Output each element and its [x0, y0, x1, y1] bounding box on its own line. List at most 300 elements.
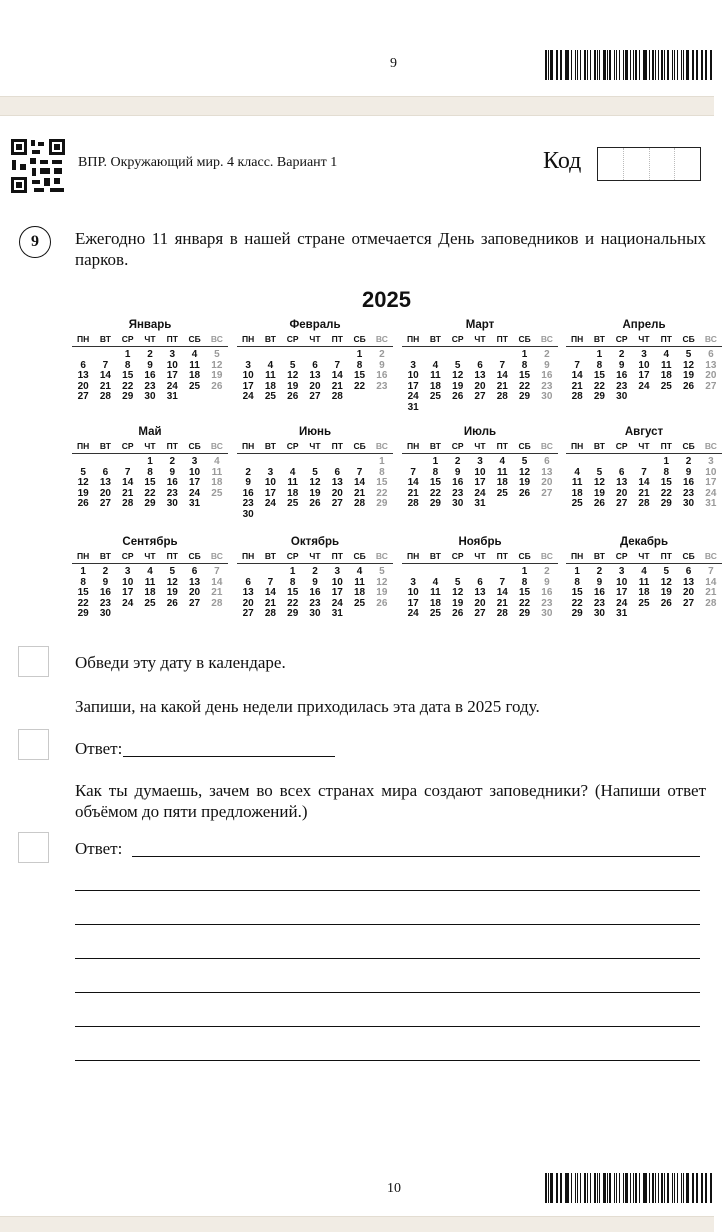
- calendar-day[interactable]: 28: [99, 391, 111, 403]
- calendar-day[interactable]: 7: [499, 359, 506, 371]
- calendar-day[interactable]: 3: [641, 349, 647, 360]
- calendar-day[interactable]: 17: [474, 477, 486, 489]
- answer-line-1[interactable]: [123, 756, 335, 757]
- calendar-day[interactable]: 31: [331, 608, 343, 620]
- calendar-day[interactable]: 11: [211, 466, 223, 478]
- calendar-day[interactable]: 29: [429, 498, 441, 510]
- calendar-day[interactable]: 11: [430, 370, 441, 382]
- calendar-day[interactable]: 15: [77, 587, 89, 599]
- calendar-day[interactable]: 26: [452, 608, 464, 620]
- calendar-day[interactable]: 15: [376, 477, 388, 489]
- calendar-day[interactable]: 2: [454, 456, 461, 467]
- calendar-day[interactable]: 25: [571, 498, 583, 510]
- calendar-day[interactable]: 4: [663, 349, 670, 360]
- calendar-day[interactable]: 12: [452, 587, 464, 599]
- calendar-day[interactable]: 17: [242, 380, 254, 392]
- calendar-day[interactable]: 31: [474, 498, 486, 510]
- calendar-day[interactable]: 28: [211, 597, 223, 609]
- calendar-day[interactable]: 24: [474, 487, 486, 499]
- calendar-day[interactable]: 14: [705, 576, 717, 588]
- calendar-day[interactable]: 4: [641, 566, 647, 577]
- calendar-day[interactable]: 27: [705, 380, 717, 392]
- calendar-day[interactable]: 11: [496, 466, 508, 478]
- calendar-day[interactable]: 24: [264, 498, 276, 510]
- calendar-day[interactable]: 18: [211, 477, 223, 489]
- answer-line-4[interactable]: [75, 924, 700, 925]
- calendar-day[interactable]: 15: [519, 370, 531, 382]
- calendar-day[interactable]: 5: [289, 359, 296, 371]
- calendar-day[interactable]: 18: [429, 597, 441, 609]
- calendar-day[interactable]: 1: [147, 456, 153, 467]
- calendar-day[interactable]: 18: [354, 587, 366, 599]
- calendar-day[interactable]: 17: [189, 477, 201, 489]
- calendar-day[interactable]: 4: [289, 466, 296, 478]
- code-input-box[interactable]: [597, 147, 701, 181]
- calendar-day[interactable]: 21: [571, 380, 583, 392]
- calendar-day[interactable]: 29: [519, 391, 531, 403]
- calendar-day[interactable]: 19: [77, 487, 89, 499]
- calendar-day[interactable]: 30: [541, 391, 553, 403]
- calendar-day[interactable]: 16: [683, 477, 695, 489]
- calendar-day[interactable]: 24: [705, 487, 717, 499]
- calendar-day[interactable]: 24: [242, 391, 254, 403]
- calendar-day[interactable]: 18: [287, 487, 299, 499]
- calendar-day[interactable]: 11: [660, 359, 672, 371]
- calendar-day[interactable]: 6: [685, 566, 692, 577]
- calendar-day[interactable]: 29: [519, 608, 531, 620]
- calendar-day[interactable]: 6: [312, 359, 318, 371]
- calendar-day[interactable]: 28: [331, 391, 343, 403]
- calendar-day[interactable]: 5: [169, 566, 176, 577]
- calendar-day[interactable]: 20: [616, 487, 628, 499]
- calendar-day[interactable]: 10: [264, 477, 276, 489]
- calendar-day[interactable]: 1: [521, 566, 528, 577]
- calendar-day[interactable]: 20: [77, 380, 89, 392]
- calendar-day[interactable]: 30: [309, 608, 321, 620]
- calendar-day[interactable]: 8: [80, 576, 86, 588]
- calendar-day[interactable]: 13: [242, 587, 254, 599]
- calendar-day[interactable]: 3: [169, 349, 176, 360]
- calendar-day[interactable]: 5: [80, 466, 86, 478]
- calendar-day[interactable]: 29: [593, 391, 605, 403]
- calendar-day[interactable]: 15: [287, 587, 299, 599]
- calendar-day[interactable]: 25: [354, 597, 366, 609]
- calendar-day[interactable]: 14: [407, 477, 419, 489]
- calendar-day[interactable]: 22: [429, 487, 441, 499]
- calendar-day[interactable]: 7: [708, 566, 714, 577]
- calendar-day[interactable]: 8: [356, 359, 363, 371]
- answer-line-3[interactable]: [75, 890, 700, 891]
- calendar-day[interactable]: 8: [596, 359, 603, 371]
- calendar-day[interactable]: 17: [616, 587, 628, 599]
- calendar-day[interactable]: 28: [571, 391, 583, 403]
- calendar-day[interactable]: 3: [477, 456, 483, 467]
- calendar-day[interactable]: 24: [189, 487, 201, 499]
- calendar-day[interactable]: 5: [312, 466, 318, 478]
- calendar-day[interactable]: 29: [376, 498, 388, 510]
- calendar-day[interactable]: 5: [379, 566, 385, 577]
- calendar-day[interactable]: 12: [287, 370, 299, 382]
- calendar-day[interactable]: 28: [264, 608, 276, 620]
- calendar-day[interactable]: 15: [571, 587, 583, 599]
- calendar-day[interactable]: 1: [356, 349, 363, 360]
- calendar-day[interactable]: 9: [685, 466, 692, 478]
- calendar-day[interactable]: 20: [331, 487, 343, 499]
- calendar-day[interactable]: 21: [638, 487, 650, 499]
- calendar-day[interactable]: 23: [683, 487, 695, 499]
- calendar-day[interactable]: 17: [407, 380, 419, 392]
- calendar-day[interactable]: 29: [571, 608, 583, 620]
- calendar-day[interactable]: 10: [166, 359, 178, 371]
- calendar-day[interactable]: 30: [166, 498, 178, 510]
- calendar-day[interactable]: 26: [166, 597, 178, 609]
- calendar-day[interactable]: 13: [99, 477, 111, 489]
- calendar-day[interactable]: 13: [189, 576, 201, 588]
- calendar-day[interactable]: 21: [354, 487, 366, 499]
- calendar-day[interactable]: 7: [214, 566, 220, 577]
- calendar-day[interactable]: 10: [705, 466, 717, 478]
- calendar-day[interactable]: 26: [77, 498, 89, 510]
- calendar-day[interactable]: 22: [376, 487, 388, 499]
- calendar-day[interactable]: 19: [211, 370, 223, 382]
- calendar-day[interactable]: 19: [683, 370, 695, 382]
- calendar-day[interactable]: 1: [663, 456, 670, 467]
- calendar-day[interactable]: 21: [407, 487, 419, 499]
- calendar-day[interactable]: 14: [264, 587, 276, 599]
- calendar-day[interactable]: 3: [245, 359, 251, 371]
- calendar-day[interactable]: 25: [211, 487, 223, 499]
- calendar-day[interactable]: 3: [191, 456, 198, 467]
- calendar-day[interactable]: 11: [638, 576, 650, 588]
- calendar-day[interactable]: 5: [214, 349, 220, 360]
- calendar-day[interactable]: 28: [638, 498, 650, 510]
- calendar-day[interactable]: 31: [166, 391, 178, 403]
- calendar-day[interactable]: 1: [521, 349, 528, 360]
- calendar-day[interactable]: 28: [705, 597, 717, 609]
- calendar-day[interactable]: 2: [685, 456, 692, 467]
- calendar-day[interactable]: 13: [541, 466, 553, 478]
- calendar-day[interactable]: 5: [521, 456, 528, 467]
- calendar-day[interactable]: 22: [287, 597, 299, 609]
- calendar-day[interactable]: 20: [309, 380, 321, 392]
- calendar-day[interactable]: 14: [496, 370, 508, 382]
- calendar-day[interactable]: 22: [519, 380, 531, 392]
- calendar-day[interactable]: 11: [287, 477, 298, 489]
- calendar-day[interactable]: 20: [189, 587, 201, 599]
- calendar-day[interactable]: 17: [705, 477, 717, 489]
- calendar-day[interactable]: 2: [544, 566, 550, 577]
- calendar-day[interactable]: 26: [287, 391, 299, 403]
- calendar-day[interactable]: 27: [616, 498, 628, 510]
- calendar-day[interactable]: 30: [616, 391, 628, 403]
- calendar-day[interactable]: 27: [474, 608, 486, 620]
- calendar-day[interactable]: 7: [499, 576, 506, 588]
- calendar-day[interactable]: 9: [379, 359, 385, 371]
- calendar-day[interactable]: 18: [660, 370, 672, 382]
- calendar-day[interactable]: 25: [144, 597, 156, 609]
- calendar-day[interactable]: 22: [593, 380, 605, 392]
- calendar-day[interactable]: 10: [331, 576, 343, 588]
- calendar-day[interactable]: 28: [407, 498, 419, 510]
- calendar-day[interactable]: 24: [331, 597, 343, 609]
- calendar-day[interactable]: 15: [122, 370, 134, 382]
- calendar-day[interactable]: 23: [541, 597, 553, 609]
- calendar-day[interactable]: 8: [521, 576, 528, 588]
- calendar-day[interactable]: 6: [102, 466, 109, 478]
- calendar-day[interactable]: 9: [544, 576, 550, 588]
- calendar-day[interactable]: 1: [124, 349, 131, 360]
- calendar-day[interactable]: 11: [144, 576, 156, 588]
- calendar-day[interactable]: 2: [245, 466, 251, 478]
- calendar-day[interactable]: 19: [452, 597, 464, 609]
- calendar-day[interactable]: 1: [289, 566, 296, 577]
- calendar-day[interactable]: 16: [376, 370, 388, 382]
- calendar-day[interactable]: 30: [683, 498, 695, 510]
- calendar-day[interactable]: 17: [638, 370, 650, 382]
- calendar-day[interactable]: 2: [379, 349, 385, 360]
- calendar-day[interactable]: 4: [267, 359, 274, 371]
- calendar-day[interactable]: 23: [144, 380, 156, 392]
- calendar-day[interactable]: 23: [376, 380, 388, 392]
- calendar-day[interactable]: 23: [541, 380, 553, 392]
- calendar-day[interactable]: 12: [593, 477, 605, 489]
- calendar-day[interactable]: 6: [544, 456, 550, 467]
- calendar-day[interactable]: 3: [267, 466, 274, 478]
- calendar-day[interactable]: 25: [638, 597, 650, 609]
- answer-line-5[interactable]: [75, 958, 700, 959]
- calendar-day[interactable]: 27: [541, 487, 553, 499]
- calendar-day[interactable]: 13: [683, 576, 695, 588]
- calendar-day[interactable]: 7: [267, 576, 274, 588]
- calendar-day[interactable]: 8: [289, 576, 296, 588]
- calendar-day[interactable]: 26: [683, 380, 695, 392]
- calendar-day[interactable]: 5: [596, 466, 603, 478]
- calendar-day[interactable]: 2: [312, 566, 318, 577]
- calendar-day[interactable]: 4: [574, 466, 580, 478]
- calendar-day[interactable]: 22: [77, 597, 89, 609]
- calendar-day[interactable]: 11: [189, 359, 200, 371]
- calendar-day[interactable]: 30: [99, 608, 111, 620]
- calendar-day[interactable]: 16: [99, 587, 111, 599]
- calendar-day[interactable]: 30: [541, 608, 553, 620]
- calendar-day[interactable]: 11: [265, 370, 276, 382]
- calendar-day[interactable]: 12: [166, 576, 178, 588]
- calendar-day[interactable]: 29: [287, 608, 299, 620]
- calendar-day[interactable]: 27: [242, 608, 254, 620]
- calendar-day[interactable]: 2: [169, 456, 176, 467]
- calendar-day[interactable]: 10: [189, 466, 201, 478]
- calendar-day[interactable]: 21: [331, 380, 343, 392]
- calendar-day[interactable]: 6: [618, 466, 625, 478]
- calendar-day[interactable]: 27: [331, 498, 343, 510]
- calendar-day[interactable]: 25: [287, 498, 299, 510]
- calendar-day[interactable]: 28: [122, 498, 134, 510]
- calendar-day[interactable]: 11: [354, 576, 365, 588]
- calendar-day[interactable]: 15: [144, 477, 156, 489]
- calendar-day[interactable]: 22: [571, 597, 583, 609]
- calendar-day[interactable]: 12: [211, 359, 223, 371]
- calendar-day[interactable]: 29: [77, 608, 89, 620]
- calendar-day[interactable]: 21: [496, 597, 508, 609]
- calendar-day[interactable]: 7: [124, 466, 131, 478]
- calendar-day[interactable]: 8: [521, 359, 528, 371]
- calendar-day[interactable]: 18: [144, 587, 156, 599]
- calendar-day[interactable]: 30: [242, 508, 254, 520]
- calendar-day[interactable]: 1: [379, 456, 385, 467]
- calendar-day[interactable]: 20: [474, 380, 486, 392]
- calendar-day[interactable]: 7: [102, 359, 109, 371]
- calendar-day[interactable]: 23: [616, 380, 628, 392]
- calendar-day[interactable]: 26: [452, 391, 464, 403]
- calendar-day[interactable]: 24: [638, 380, 650, 392]
- calendar-day[interactable]: 19: [376, 587, 388, 599]
- calendar-day[interactable]: 21: [122, 487, 134, 499]
- calendar-day[interactable]: 30: [144, 391, 156, 403]
- calendar-day[interactable]: 24: [166, 380, 178, 392]
- calendar-day[interactable]: 9: [169, 466, 176, 478]
- calendar-day[interactable]: 12: [309, 477, 321, 489]
- calendar-day[interactable]: 16: [242, 487, 254, 499]
- calendar-day[interactable]: 20: [242, 597, 254, 609]
- calendar-day[interactable]: 19: [166, 587, 178, 599]
- calendar-day[interactable]: 10: [474, 466, 486, 478]
- answer-line-8[interactable]: [75, 1060, 700, 1061]
- calendar-day[interactable]: 17: [331, 587, 343, 599]
- calendar-day[interactable]: 22: [354, 380, 366, 392]
- calendar-day[interactable]: 26: [309, 498, 321, 510]
- calendar-day[interactable]: 4: [432, 359, 439, 371]
- calendar-day[interactable]: 24: [616, 597, 628, 609]
- calendar-day[interactable]: 6: [191, 566, 198, 577]
- calendar-day[interactable]: 29: [122, 391, 134, 403]
- calendar-day[interactable]: 1: [596, 349, 603, 360]
- calendar-day[interactable]: 9: [245, 477, 251, 489]
- calendar-day[interactable]: 20: [541, 477, 553, 489]
- calendar-day[interactable]: 18: [264, 380, 276, 392]
- calendar-day[interactable]: 18: [496, 477, 508, 489]
- calendar-day[interactable]: 31: [616, 608, 628, 620]
- calendar-day[interactable]: 10: [407, 370, 419, 382]
- calendar-day[interactable]: 25: [660, 380, 672, 392]
- calendar-day[interactable]: 6: [334, 466, 341, 478]
- calendar-day[interactable]: 16: [541, 587, 553, 599]
- calendar-day[interactable]: 7: [410, 466, 416, 478]
- calendar-day[interactable]: 31: [705, 498, 717, 510]
- calendar-day[interactable]: 13: [616, 477, 628, 489]
- calendar-day[interactable]: 27: [99, 498, 111, 510]
- calendar-day[interactable]: 19: [287, 380, 299, 392]
- calendar-day[interactable]: 4: [499, 456, 506, 467]
- calendar-day[interactable]: 16: [452, 477, 464, 489]
- calendar-day[interactable]: 13: [705, 359, 717, 371]
- calendar-day[interactable]: 3: [708, 456, 714, 467]
- calendar-day[interactable]: 19: [309, 487, 321, 499]
- calendar-day[interactable]: 4: [191, 349, 198, 360]
- calendar-day[interactable]: 13: [77, 370, 89, 382]
- calendar-day[interactable]: 6: [477, 576, 483, 588]
- calendar-day[interactable]: 30: [452, 498, 464, 510]
- calendar-day[interactable]: 25: [264, 391, 276, 403]
- calendar-day[interactable]: 23: [242, 498, 254, 510]
- calendar-day[interactable]: 22: [144, 487, 156, 499]
- calendar-day[interactable]: 16: [541, 370, 553, 382]
- calendar-day[interactable]: 31: [407, 401, 419, 413]
- calendar-day[interactable]: 14: [211, 576, 223, 588]
- calendar-day[interactable]: 25: [429, 608, 441, 620]
- calendar-day[interactable]: 6: [477, 359, 483, 371]
- calendar-day[interactable]: 12: [77, 477, 89, 489]
- calendar-day[interactable]: 23: [452, 487, 464, 499]
- calendar-day[interactable]: 7: [641, 466, 647, 478]
- calendar-day[interactable]: 8: [663, 466, 670, 478]
- calendar-day[interactable]: 24: [122, 597, 134, 609]
- calendar-day[interactable]: 30: [593, 608, 605, 620]
- calendar-day[interactable]: 19: [452, 380, 464, 392]
- calendar-day[interactable]: 8: [574, 576, 580, 588]
- calendar-day[interactable]: 9: [147, 359, 153, 371]
- calendar-day[interactable]: 15: [429, 477, 441, 489]
- calendar-day[interactable]: 25: [429, 391, 441, 403]
- calendar-day[interactable]: 19: [660, 587, 672, 599]
- calendar-day[interactable]: 13: [474, 370, 486, 382]
- calendar-day[interactable]: 13: [474, 587, 486, 599]
- calendar-day[interactable]: 12: [452, 370, 464, 382]
- calendar-day[interactable]: 3: [334, 566, 341, 577]
- calendar-day[interactable]: 24: [407, 391, 419, 403]
- calendar-day[interactable]: 22: [519, 597, 531, 609]
- calendar-day[interactable]: 28: [354, 498, 366, 510]
- calendar-day[interactable]: 16: [616, 370, 628, 382]
- calendar-day[interactable]: 14: [571, 370, 583, 382]
- calendar-day[interactable]: 9: [544, 359, 550, 371]
- calendar-day[interactable]: 21: [99, 380, 111, 392]
- calendar-day[interactable]: 23: [593, 597, 605, 609]
- calendar-day[interactable]: 27: [77, 391, 89, 403]
- calendar-day[interactable]: 26: [211, 380, 223, 392]
- calendar-day[interactable]: 14: [99, 370, 111, 382]
- calendar-day[interactable]: 10: [122, 576, 134, 588]
- answer-line-2[interactable]: [132, 856, 700, 857]
- calendar-day[interactable]: 7: [334, 359, 341, 371]
- calendar-day[interactable]: 17: [166, 370, 178, 382]
- calendar-day[interactable]: 24: [407, 608, 419, 620]
- calendar-day[interactable]: 1: [432, 456, 439, 467]
- calendar-day[interactable]: 18: [638, 587, 650, 599]
- calendar-day[interactable]: 3: [410, 359, 416, 371]
- answer-line-7[interactable]: [75, 1026, 700, 1027]
- calendar-day[interactable]: 27: [683, 597, 695, 609]
- calendar-day[interactable]: 2: [147, 349, 153, 360]
- calendar-day[interactable]: 12: [660, 576, 672, 588]
- calendar-day[interactable]: 20: [474, 597, 486, 609]
- calendar-day[interactable]: 5: [454, 359, 461, 371]
- calendar-day[interactable]: 4: [356, 566, 363, 577]
- calendar-day[interactable]: 27: [189, 597, 201, 609]
- calendar-day[interactable]: 11: [430, 587, 441, 599]
- calendar-day[interactable]: 9: [312, 576, 318, 588]
- calendar-day[interactable]: 2: [544, 349, 550, 360]
- calendar-day[interactable]: 9: [102, 576, 109, 588]
- calendar-day[interactable]: 15: [660, 477, 672, 489]
- calendar-day[interactable]: 28: [496, 608, 508, 620]
- calendar-day[interactable]: 8: [124, 359, 131, 371]
- calendar-day[interactable]: 3: [618, 566, 625, 577]
- calendar-day[interactable]: 12: [519, 466, 531, 478]
- calendar-day[interactable]: 9: [618, 359, 625, 371]
- calendar-day[interactable]: 15: [519, 587, 531, 599]
- calendar-day[interactable]: 3: [124, 566, 131, 577]
- calendar-day[interactable]: 2: [618, 349, 625, 360]
